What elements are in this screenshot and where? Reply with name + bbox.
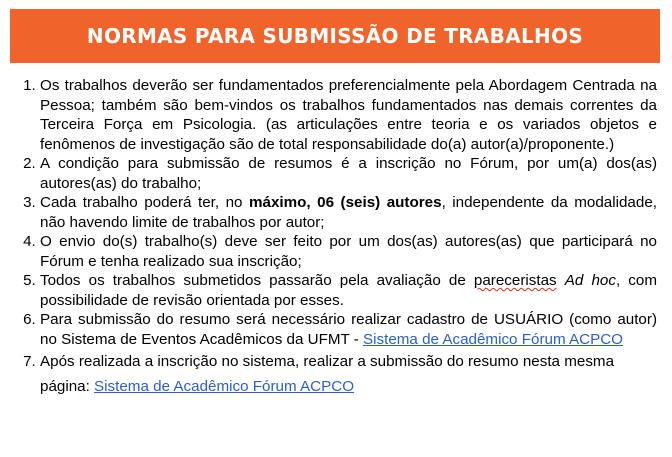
rule-text: Após realizada a inscrição no sistema, realizar a submissão do resumo nesta mesma página: (40, 353, 615, 395)
rule-item-3 (40, 193, 657, 232)
rule-bold-text: máximo, 06 (seis) autores (249, 194, 442, 211)
misspelled-word[interactable]: pareceristas (473, 272, 557, 289)
rule-text: , independente da modalidade, não havendo limite de trabalhos por autor; (40, 194, 657, 231)
rules-list (0, 76, 657, 399)
rule-item-2 (40, 154, 657, 193)
rule-text: , com possibilidade de revisão orientada por esses. (40, 272, 657, 309)
rule-text: Para submissão do resumo será necessário realizar cadastro de USUÁRIO (como autor) no Sistema de Eventos Acadêmicos da UFMT - (40, 311, 657, 348)
rule-text: Todos os trabalhos submetidos passarão pela avaliação de (40, 272, 474, 289)
rule-item-5 (40, 271, 657, 310)
rule-italic-text: Ad hoc (564, 272, 616, 289)
rule-text: Os trabalhos deverão ser fundamentados preferencialmente pela Abordagem Centrada na Pessoa; também são bem-vindos os trabalhos fundamentados nas demais correntes da Terceira Força em Psicologia. (as articulações entre teoria e os variados objetos e fenômenos de investigação são de total responsabilidade do(a) autor(a)/proponente.) (40, 77, 657, 153)
rule-text: A condição para submissão de resumos é a inscrição no Fórum, por um(a) dos(as) autores(as) do trabalho; (40, 155, 657, 192)
rule-text: O envio do(s) trabalho(s) deve ser feito por um dos(as) autores(as) que participará no Fórum e tenha realizado sua inscrição; (40, 233, 657, 270)
rule-item-7 (40, 349, 657, 399)
sistema-link[interactable]: Sistema de Acadêmico Fórum ACPCO (94, 378, 355, 395)
sistema-link[interactable]: Sistema de Acadêmico Fórum ACPCO (363, 330, 623, 348)
rule-text (557, 272, 565, 289)
rule-text: Cada trabalho poderá ter, no (40, 194, 249, 211)
page-title: NORMAS PARA SUBMISSÃO DE TRABALHOS (86, 24, 584, 48)
header-banner (10, 9, 660, 63)
rule-item-6 (40, 310, 657, 349)
rule-item-4 (40, 232, 657, 271)
rule-item-1 (40, 76, 657, 154)
